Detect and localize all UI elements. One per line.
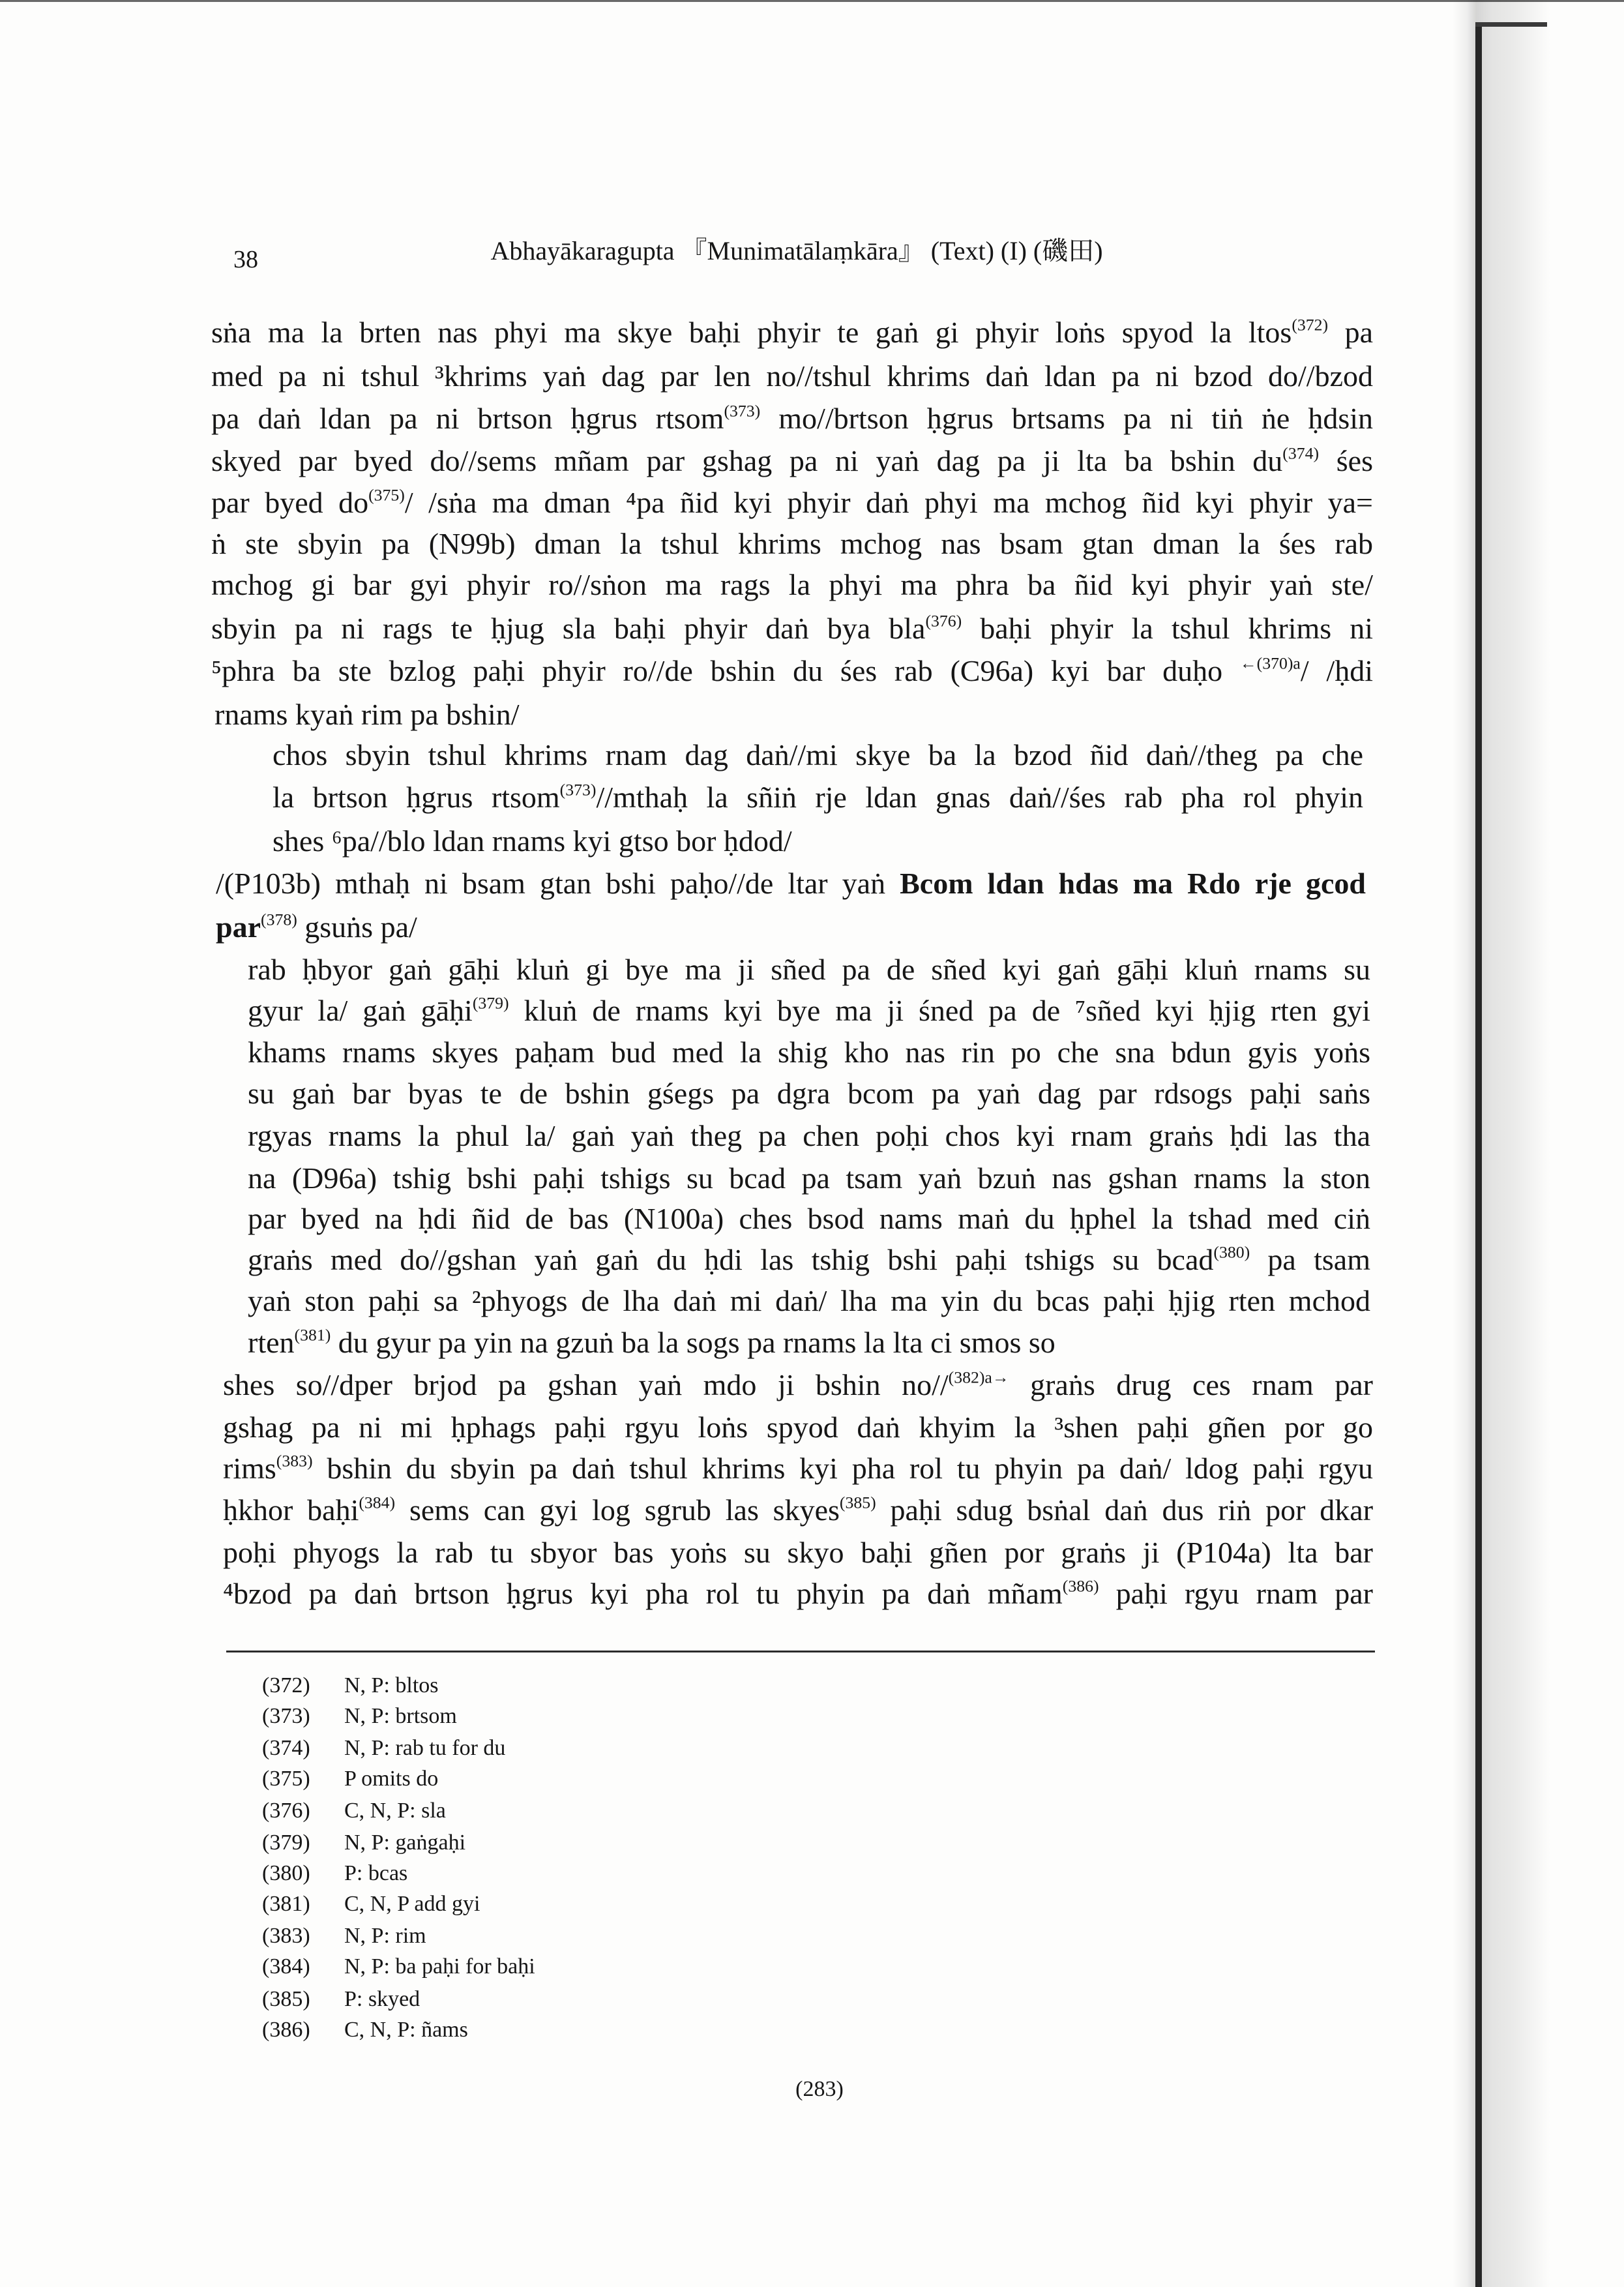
footnote-text: C, N, P: sla — [344, 1799, 446, 1823]
line-text: ṅ ste sbyin pa (N99b) dman la tshul khrims mchog nas bsam gtan dman la śes rab — [211, 527, 1373, 560]
sutra-title: Bcom ldan hdas ma Rdo rje gcod — [900, 867, 1366, 900]
line-text: sems can gyi log sgrub las skyes — [395, 1493, 840, 1527]
line-text: gshag pa ni mi ḥphags paḥi rgyu loṅs spyod daṅ khyim la ³shen paḥi gñen por go — [223, 1411, 1373, 1444]
line-text: khams rnams skyes paḥam bud med la shig kho nas rin po che sna bdun gyis yoṅs — [248, 1036, 1370, 1069]
footnote-text: N, P: rim — [344, 1924, 426, 1948]
line-text: kluṅ de rnams kyi bye ma ji śned pa de ⁷sñed kyi ḥjig rten gyi — [509, 994, 1370, 1027]
footnote-ref: (381) — [294, 1325, 331, 1345]
footnote-ref: (386) — [1062, 1576, 1099, 1596]
footnote-number: (383) — [262, 1924, 310, 1948]
footnote-ref: (372) — [1292, 315, 1329, 335]
line-text: śes — [1319, 444, 1373, 477]
line-text: na (D96a) tshig bshi paḥi tshigs su bcad pa tsam yaṅ bzuṅ nas gshan rnams la ston — [248, 1161, 1370, 1195]
header-page-number: 38 — [233, 246, 258, 273]
footnote — [262, 1701, 457, 1732]
footnote-ref: (385) — [839, 1493, 876, 1512]
footnote — [262, 1827, 465, 1859]
line-text: //mthaḥ la sñiṅ rje ldan gnas daṅ//śes rab pha rol phyin — [596, 781, 1363, 814]
footnote-ref: (378) — [261, 910, 297, 929]
line-text: paḥi rgyu rnam par — [1099, 1577, 1373, 1610]
line-text: chos sbyin tshul khrims rnam dag daṅ//mi skye ba la bzod ñid daṅ//theg pa che — [273, 738, 1363, 771]
footnote-number: (373) — [262, 1704, 310, 1728]
footnote-number: (379) — [262, 1831, 310, 1855]
footnote-text: N, P: brtsom — [344, 1704, 457, 1728]
line-text: gyur la/ gaṅ gāḥi — [248, 994, 473, 1027]
line-text: rgyas rnams la phul la/ gaṅ yaṅ theg pa chen poḥi chos kyi rnam graṅs ḥdi las tha — [248, 1119, 1370, 1152]
footnote-ref: (374) — [1282, 443, 1320, 463]
line-text: gsuṅs pa/ — [297, 910, 417, 944]
line-text: skyed par byed do//sems mñam par gshag pa ni yaṅ dag pa ji lta ba bshin du — [211, 444, 1283, 477]
line-text: pa daṅ ldan pa ni brtson ḥgrus rtsom — [211, 402, 724, 435]
footnote-number: (375) — [262, 1767, 310, 1791]
footnote — [262, 1921, 426, 1952]
line-text: pa — [1328, 316, 1374, 349]
footnote-text: N, P: rab tu for du — [344, 1736, 506, 1760]
footnote-ref: (376) — [925, 611, 962, 631]
line-text: rab ḥbyor gaṅ gāḥi kluṅ gi bye ma ji sñed pa de sñed kyi gaṅ gāḥi kluṅ rnams su — [248, 953, 1370, 986]
footnote — [262, 1858, 407, 1889]
line-text: / /sṅa ma dman ⁴pa ñid kyi phyir daṅ phyi ma mchog ñid kyi phyir ya= — [404, 486, 1374, 519]
line-text: rnams kyaṅ rim pa bshin/ — [214, 698, 520, 731]
running-header-title: Abhayākaragupta 『Munimatālaṃkāra』 (Text) (I) (磯田) — [490, 236, 1103, 265]
footnote-ref: ←(370)a — [1239, 653, 1301, 673]
line-text: /(P103b) mthaḥ ni bsam gtan bshi paḥo//de ltar yaṅ — [216, 867, 900, 900]
footnote-text: C, N, P add gyi — [344, 1892, 480, 1916]
footnote-ref: (383) — [276, 1451, 313, 1471]
footnote-ref: (373) — [559, 780, 597, 800]
footnote-text: N, P: ba paḥi for baḥi — [344, 1954, 535, 1979]
line-text: yaṅ ston paḥi sa ²phyogs de lha daṅ mi daṅ/ lha ma yin du bcas paḥi ḥjig rten mchod — [248, 1284, 1370, 1317]
footnote-number: (380) — [262, 1861, 310, 1885]
line-text: mchog gi bar gyi phyir ro//sṅon ma rags la phyi ma phra ba ñid kyi phyir yaṅ ste/ — [211, 568, 1373, 601]
footnote-number: (381) — [262, 1892, 310, 1916]
line-text: rten — [248, 1326, 295, 1359]
line-text: du gyur pa yin na gzuṅ ba la sogs pa rnams la lta ci smos so — [331, 1326, 1056, 1359]
line-text: ḥkhor baḥi — [223, 1493, 359, 1527]
footnote — [262, 2014, 468, 2046]
footnote-number: (386) — [262, 2018, 310, 2042]
line-text: sbyin pa ni rags te ḥjug sla baḥi phyir daṅ bya bla — [211, 612, 926, 645]
footnote-ref: (382)a→ — [948, 1368, 1009, 1387]
line-text: graṅs med do//gshan yaṅ gaṅ du ḥdi las tshig bshi paḥi tshigs su bcad — [248, 1243, 1214, 1276]
footnote — [262, 1984, 420, 2015]
line-text: bshin du sbyin pa daṅ tshul khrims kyi pha rol tu phyin pa daṅ/ ldog paḥi rgyu — [312, 1452, 1373, 1485]
line-text: / /ḥdi — [1300, 654, 1373, 687]
footnote-number: (385) — [262, 1987, 310, 2011]
footnote — [262, 1795, 446, 1827]
line-text: su gaṅ bar byas te de bshin gśegs pa dgra bcom pa yaṅ dag par rdsogs paḥi saṅs — [248, 1077, 1370, 1110]
line-text: par byed na ḥdi ñid de bas (N100a) ches bsod nams maṅ du ḥphel la tshad med ciṅ — [248, 1202, 1370, 1235]
footnote-ref: (384) — [359, 1493, 396, 1512]
sutra-title: par — [216, 910, 261, 944]
line-text: sṅa ma la brten nas phyi ma skye baḥi phyir te gaṅ gi phyir loṅs spyod la ltos — [211, 316, 1292, 349]
line-text: pa tsam — [1250, 1243, 1370, 1276]
footnote — [262, 1733, 505, 1764]
footnote-number: (372) — [262, 1673, 310, 1697]
line-text: la brtson ḥgrus rtsom — [273, 781, 560, 814]
footnote-text: N, P: bltos — [344, 1673, 439, 1697]
footnote-text: P: bcas — [344, 1861, 408, 1885]
line-text: rims — [223, 1452, 276, 1485]
footnote-number: (376) — [262, 1799, 310, 1823]
footnote-text: C, N, P: ñams — [344, 2018, 468, 2042]
footer-page-number: (283) — [795, 2077, 844, 2101]
line-text: mo//brtson ḥgrus brtsams pa ni tiṅ ṅe ḥdsin — [760, 402, 1373, 435]
footnote-ref: (380) — [1213, 1242, 1250, 1262]
line-text: med pa ni tshul ³khrims yaṅ dag par len no//tshul khrims daṅ ldan pa ni bzod do//bzod — [211, 359, 1373, 393]
footnote — [262, 1670, 439, 1701]
footnote — [262, 1951, 535, 1982]
footnote-text: P omits do — [344, 1767, 439, 1791]
footnote-text: N, P: gaṅgaḥi — [344, 1831, 466, 1855]
line-text: poḥi phyogs la rab tu sbyor bas yoṅs su skyo baḥi gñen por graṅs ji (P104a) lta bar — [223, 1536, 1373, 1569]
line-text: ⁴bzod pa daṅ brtson ḥgrus kyi pha rol tu phyin pa daṅ mñam — [223, 1577, 1063, 1610]
line-text: shes so//dper brjod pa gshan yaṅ mdo ji bshin no// — [223, 1368, 949, 1401]
footnote-ref: (373) — [724, 401, 761, 421]
line-text: paḥi sdug bsṅal daṅ dus riṅ por dkar — [876, 1493, 1374, 1527]
line-text: graṅs drug ces rnam par — [1009, 1368, 1373, 1401]
footnote — [262, 1889, 480, 1920]
line-text: ⁵phra ba ste bzlog paḥi phyir ro//de bshin du śes rab (C96a) kyi bar duḥo — [211, 654, 1240, 687]
footnote-ref: (379) — [472, 993, 509, 1013]
line-text: shes ⁶pa//blo ldan rnams kyi gtso bor ḥdod/ — [273, 824, 792, 858]
footnote-text: P: skyed — [344, 1987, 421, 2011]
line-text: baḥi phyir la tshul khrims ni — [962, 612, 1374, 645]
footnote-number: (384) — [262, 1954, 310, 1979]
footnote — [262, 1763, 438, 1795]
line-text: par byed do — [211, 486, 369, 519]
footnote-ref: (375) — [368, 485, 405, 505]
footnote-number: (374) — [262, 1736, 310, 1760]
